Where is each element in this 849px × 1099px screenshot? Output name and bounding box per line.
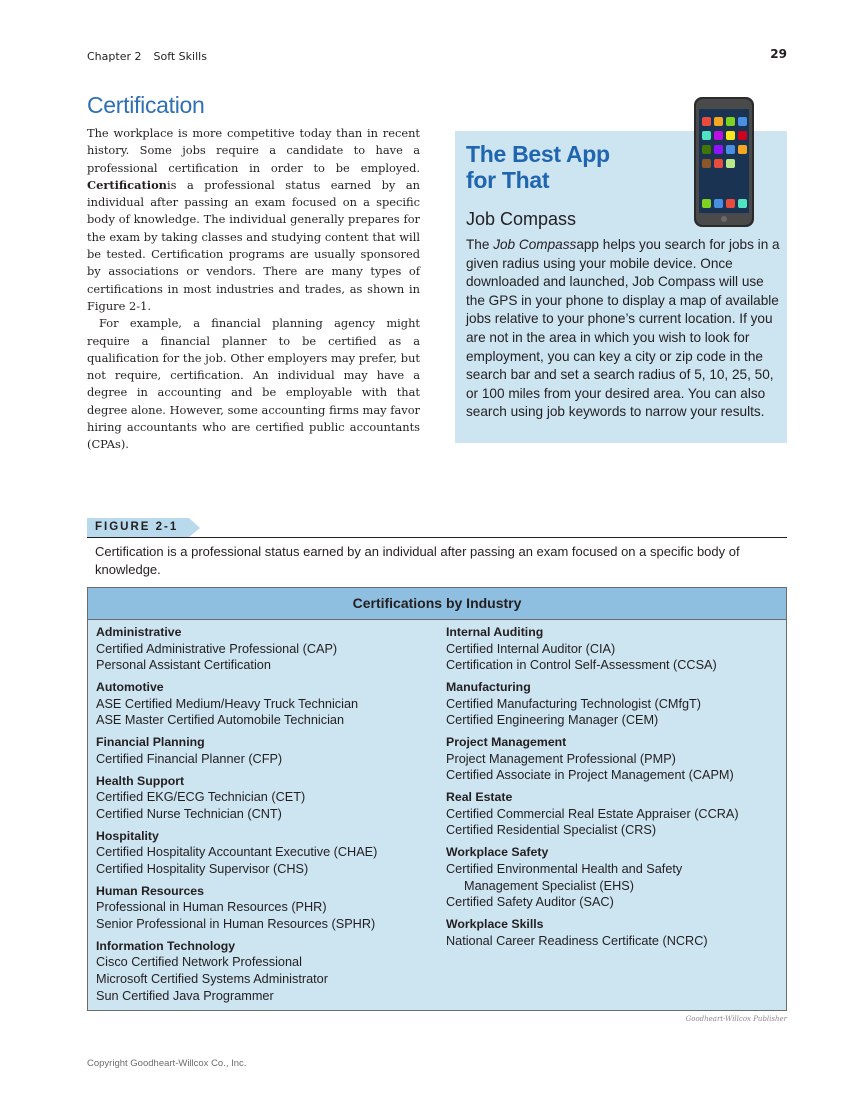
certification-item: Certified Associate in Project Management (CAPM) bbox=[446, 768, 734, 783]
certification-item: Certified Manufacturing Technologist (CMfgT) bbox=[446, 696, 702, 711]
section-body bbox=[87, 125, 420, 454]
certification-item: Certified Hospitality Supervisor (CHS) bbox=[96, 861, 309, 876]
certification-item: Certified Financial Planner (CFP) bbox=[96, 751, 283, 766]
certification-item: Certified Hospitality Accountant Executive (CHAE) bbox=[96, 845, 378, 860]
certifications-table bbox=[87, 587, 787, 1011]
figure-divider bbox=[87, 537, 787, 538]
page-number: 29 bbox=[770, 47, 787, 61]
certification-item: Project Management Professional (PMP) bbox=[446, 751, 676, 766]
certification-item: Certified Nurse Technician (CNT) bbox=[96, 806, 282, 821]
certification-item: Certified Administrative Professional (CAP) bbox=[96, 641, 338, 656]
certification-item: Sun Certified Java Programmer bbox=[96, 988, 274, 1003]
industry-group bbox=[446, 734, 782, 784]
table-left-column bbox=[96, 624, 436, 1010]
section-title: Certification bbox=[87, 92, 205, 118]
running-header bbox=[87, 50, 207, 63]
industry-name: Financial Planning bbox=[96, 735, 205, 750]
industry-group bbox=[446, 679, 782, 729]
figure-label: FIGURE 2-1 bbox=[87, 518, 189, 537]
industry-name: Automotive bbox=[96, 680, 164, 695]
industry-name: Health Support bbox=[96, 773, 185, 788]
paragraph-2: For example, a financial planning agency might require a financial planner to be certified as a qualification for the job. Other employers may prefer, but not require, certification. An individual may have a degree in accounting and be employable with that degree alone. However, some accounting firms may favor hiring accountants who are certified public accountants (CPAs). bbox=[87, 316, 420, 452]
key-term: Certification bbox=[87, 177, 167, 192]
industry-group bbox=[96, 734, 436, 767]
smartphone-icon bbox=[692, 95, 756, 229]
paragraph-1 bbox=[87, 125, 420, 315]
table-right-column bbox=[446, 624, 782, 954]
industry-name: Administrative bbox=[96, 625, 182, 639]
industry-group bbox=[96, 624, 436, 674]
certification-item: Certified EKG/ECG Technician (CET) bbox=[96, 790, 306, 805]
industry-group bbox=[96, 773, 436, 823]
app-name: Job Compass bbox=[466, 209, 577, 229]
certification-item: Certified Internal Auditor (CIA) bbox=[446, 641, 616, 656]
certification-item: Certified Engineering Manager (CEM) bbox=[446, 713, 659, 728]
industry-name: Information Technology bbox=[96, 938, 236, 953]
industry-name: Internal Auditing bbox=[446, 625, 544, 639]
chapter-label: Chapter 2 bbox=[87, 50, 142, 63]
certification-item: National Career Readiness Certificate (NCRC) bbox=[446, 933, 708, 948]
best-app-title bbox=[466, 141, 666, 193]
certification-item: Professional in Human Resources (PHR) bbox=[96, 900, 327, 915]
copyright-notice: Copyright Goodheart-Willcox Co., Inc. bbox=[87, 1058, 247, 1069]
certification-item: Certified Environmental Health and Safety bbox=[446, 861, 683, 876]
certification-item: ASE Certified Medium/Heavy Truck Technician bbox=[96, 696, 359, 711]
chapter-title: Soft Skills bbox=[153, 50, 207, 63]
best-app-title-line2: for That bbox=[466, 167, 550, 193]
certification-item: Certification in Control Self-Assessment (CCSA) bbox=[446, 658, 717, 673]
industry-group bbox=[446, 624, 782, 674]
industry-name: Workplace Safety bbox=[446, 845, 549, 860]
certification-item: Cisco Certified Network Professional bbox=[96, 955, 302, 970]
industry-group bbox=[96, 883, 436, 933]
industry-name: Hospitality bbox=[96, 828, 159, 843]
certification-item: Senior Professional in Human Resources (SPHR) bbox=[96, 916, 376, 931]
best-app-title-line1: The Best App bbox=[466, 141, 610, 167]
table-title: Certifications by Industry bbox=[88, 588, 786, 620]
figure-label-arrow bbox=[189, 518, 200, 537]
industry-group bbox=[446, 844, 782, 910]
industry-group bbox=[96, 938, 436, 1004]
industry-name: Project Management bbox=[446, 735, 567, 750]
app-desc-italic: Job Compass bbox=[493, 237, 577, 252]
certification-item: Certified Commercial Real Estate Appraiser (CCRA) bbox=[446, 806, 739, 821]
industry-name: Real Estate bbox=[446, 790, 513, 805]
certification-item: Certified Residential Specialist (CRS) bbox=[446, 823, 657, 838]
industry-group bbox=[96, 679, 436, 729]
figure-caption: Certification is a professional status earned by an individual after passing an exam focused on a specific body of knowledge. bbox=[95, 544, 740, 577]
app-description bbox=[466, 236, 782, 422]
industry-group bbox=[446, 916, 782, 949]
certification-item: Certified Safety Auditor (SAC) bbox=[446, 895, 614, 910]
industry-group bbox=[446, 789, 782, 839]
certification-item: Microsoft Certified Systems Administrator bbox=[96, 972, 328, 987]
industry-name: Human Resources bbox=[96, 883, 204, 898]
industry-group bbox=[96, 828, 436, 878]
certification-item: Management Specialist (EHS) bbox=[464, 878, 634, 893]
certification-item: Personal Assistant Certification bbox=[96, 658, 271, 673]
paragraph-1-end: is a professional status earned by an individual after passing an exam focused on a specific body of knowledge. The individual generally prepares for the exam by taking classes and studying content that will be tested. Certification programs are usually sponsored by associations or vendors. There are many types of certifications in most industries and trades, as shown in Figure 2-1. bbox=[87, 177, 420, 313]
figure-credit: Goodheart-Willcox Publisher bbox=[685, 1015, 787, 1023]
industry-name: Workplace Skills bbox=[446, 916, 544, 931]
app-desc-start: The bbox=[466, 237, 494, 252]
certification-item: ASE Master Certified Automobile Technician bbox=[96, 713, 344, 728]
industry-name: Manufacturing bbox=[446, 680, 531, 695]
paragraph-1-start: The workplace is more competitive today than in recent history. Some jobs require a candidate to have a professional certification in order to be employed. bbox=[87, 126, 420, 175]
app-desc-end: app helps you search for jobs in a given radius using your mobile device. Once downloaded and launched, Job Compass will use the GPS in your phone to display a map of available jobs relative to your phone’s current location. If you are not in the area in which you wish to look for employment, you can key a city or zip code in the search bar and set a search radius of 5, 10, 25, 50, or 100 miles from your desired area. You can also search using job keywords to narrow your results. bbox=[466, 237, 780, 420]
